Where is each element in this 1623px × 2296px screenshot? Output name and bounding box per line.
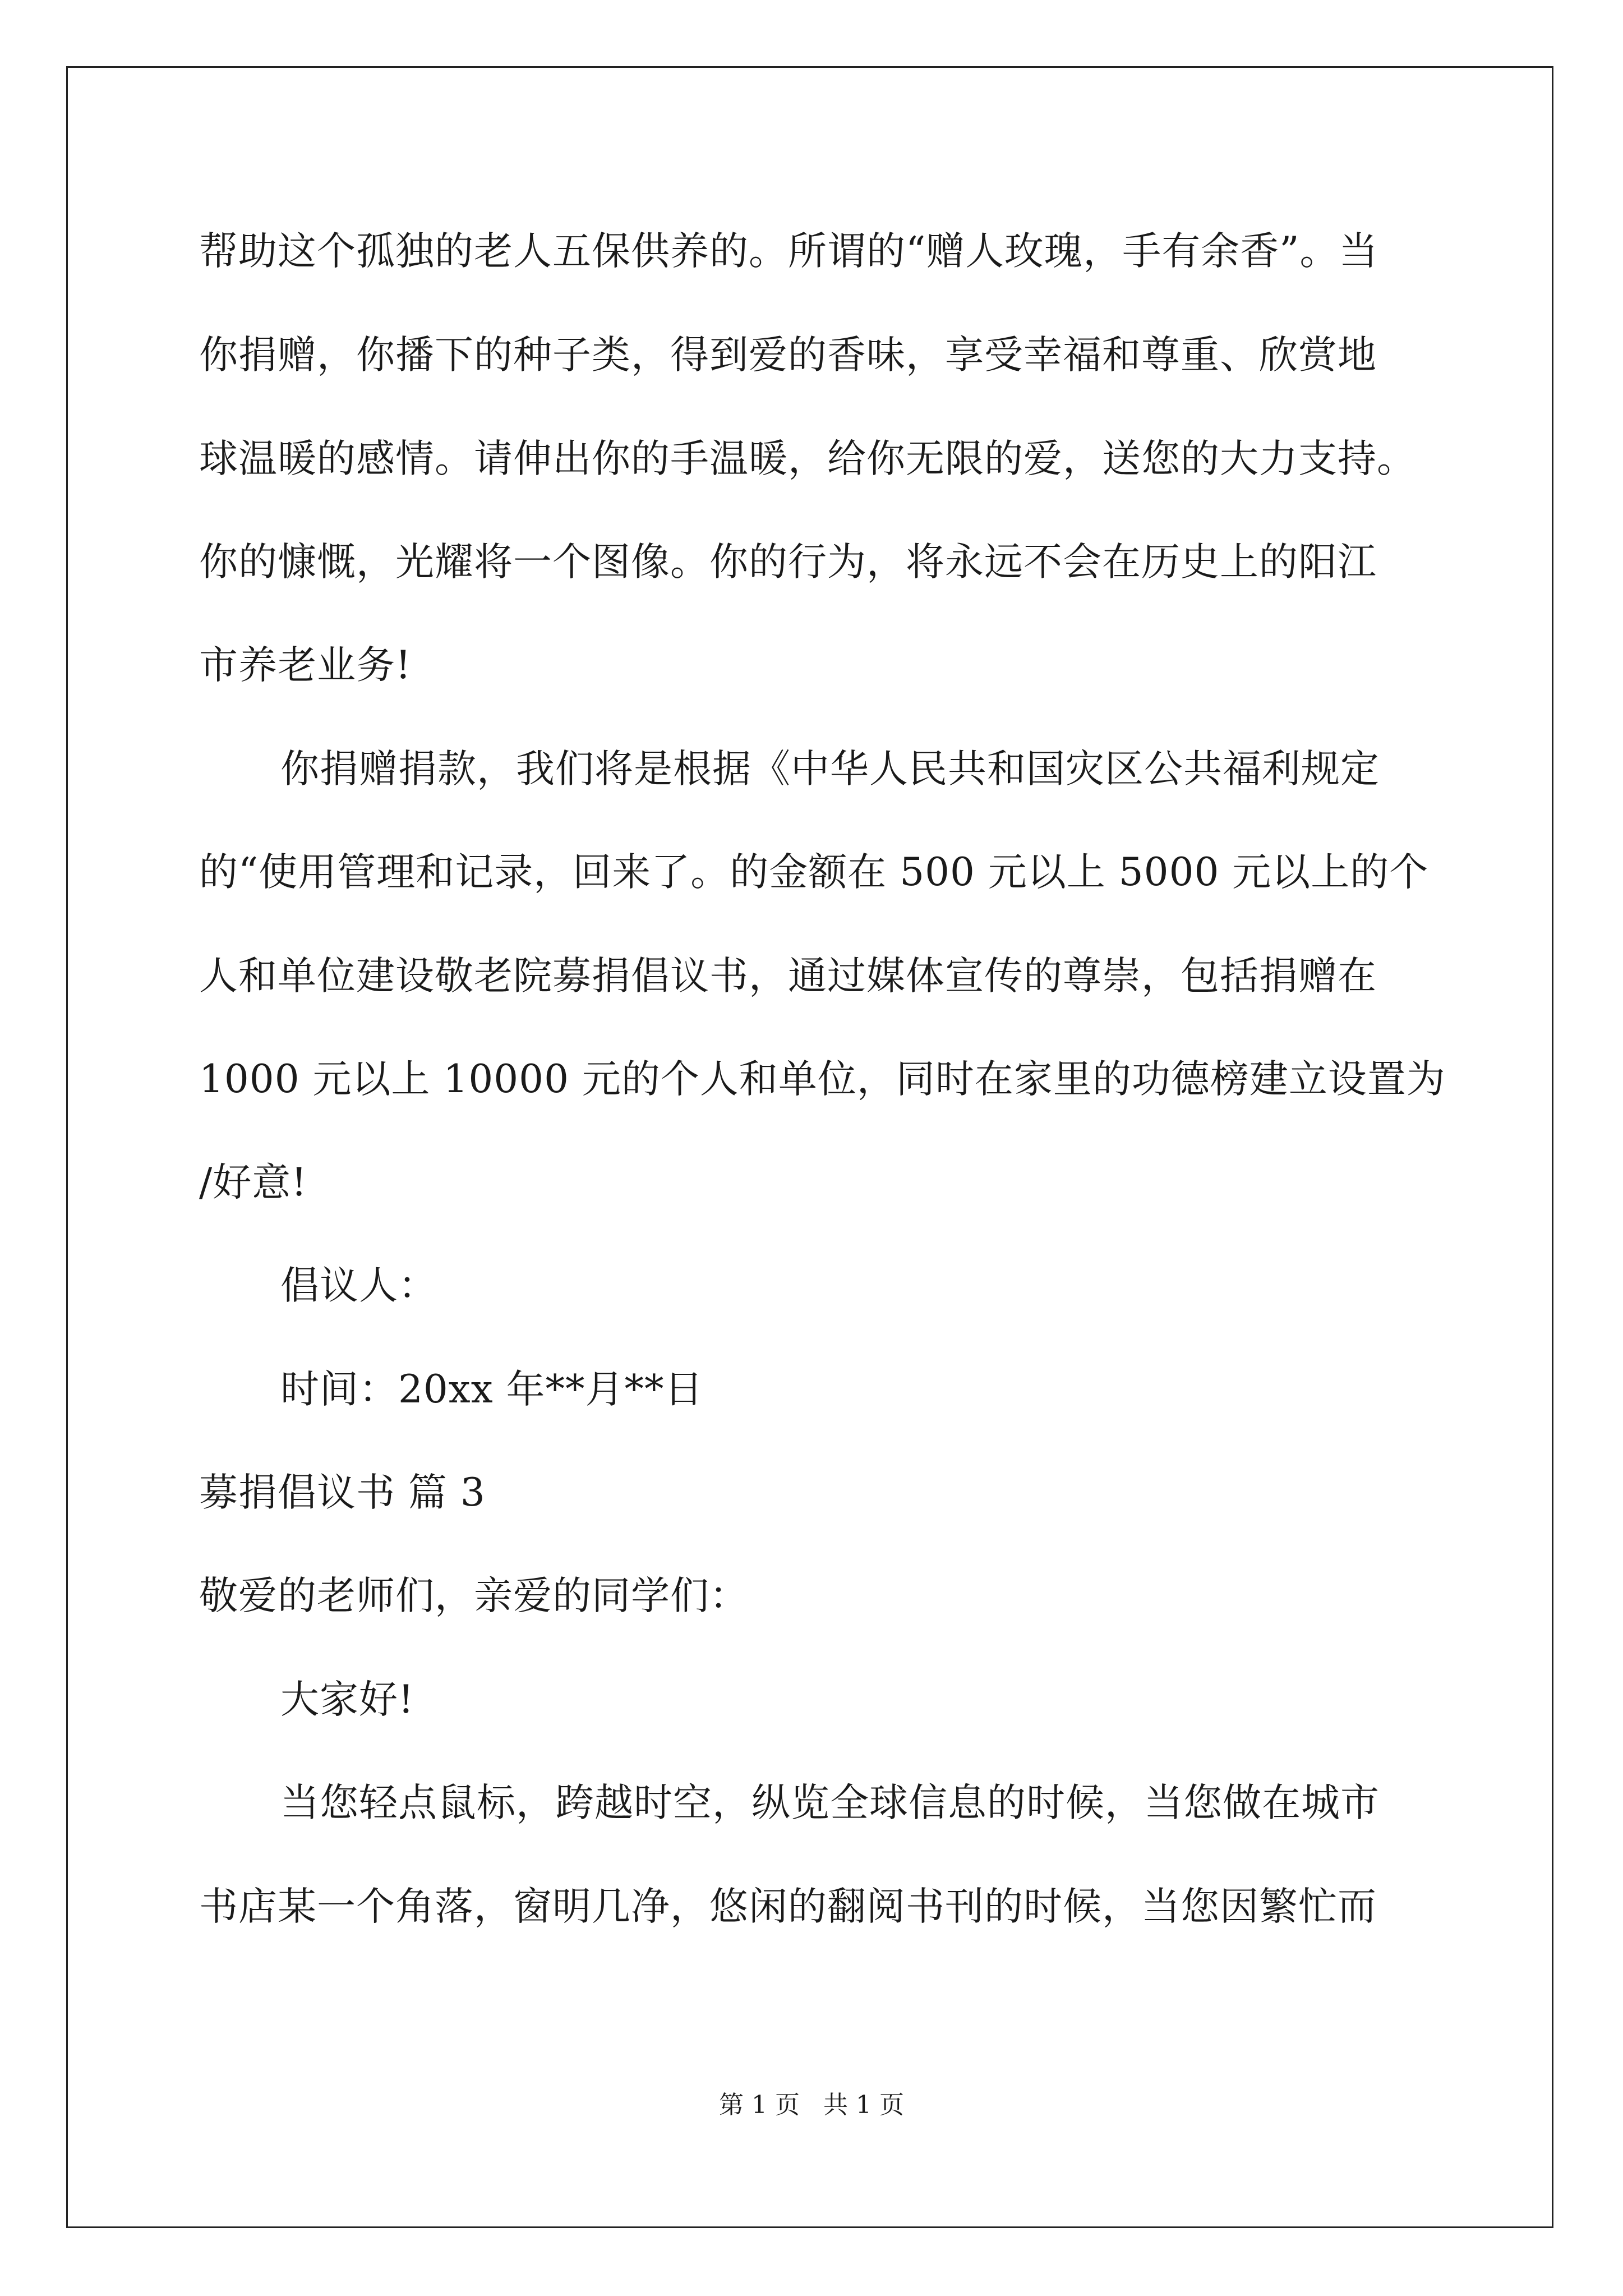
paragraph-line: 帮助这个孤独的老人五保供养的。所谓的“赠人玫瑰，手有余香”。当 <box>199 229 1378 274</box>
page-number-footer: 第 1 页 共 1 页 <box>719 2091 904 2119</box>
paragraph-line: 人和单位建设敬老院募捐倡议书，通过媒体宣传的尊崇，包括捐赠在 <box>199 954 1377 999</box>
paragraph-line: /好意! <box>199 1160 307 1205</box>
greeting-line: 大家好! <box>280 1677 414 1722</box>
paragraph-line: 当您轻点鼠标，跨越时空，纵览全球信息的时候，当您做在城市 <box>280 1780 1380 1825</box>
paragraph-line: 市养老业务! <box>199 643 412 688</box>
section-heading: 募捐倡议书 篇 3 <box>199 1470 486 1515</box>
paragraph-line: 的“使用管理和记录，回来了。的金额在 500 元以上 5000 元以上的个 <box>199 850 1429 895</box>
paragraph-line: 1000 元以上 10000 元的个人和单位，同时在家里的功德榜建立设置为 <box>199 1057 1446 1102</box>
paragraph-line: 书店某一个角落，窗明几净，悠闲的翻阅书刊的时候，当您因繁忙而 <box>199 1884 1377 1929</box>
paragraph-line: 你捐赠捐款，我们将是根据《中华人民共和国灾区公共福利规定 <box>280 747 1380 792</box>
salutation-line: 敬爱的老师们，亲爱的同学们： <box>199 1573 749 1618</box>
paragraph-line: 你捐赠，你播下的种子类，得到爱的香味，享受幸福和尊重、欣赏地 <box>199 333 1377 378</box>
date-line: 时间：20xx 年**月**日 <box>280 1367 704 1412</box>
paragraph-line: 球温暖的感情。请伸出你的手温暖，给你无限的爱，送您的大力支持。 <box>199 436 1416 481</box>
initiator-line: 倡议人： <box>280 1263 437 1308</box>
paragraph-line: 你的慷慨，光耀将一个图像。你的行为，将永远不会在历史上的阳江 <box>199 540 1377 585</box>
